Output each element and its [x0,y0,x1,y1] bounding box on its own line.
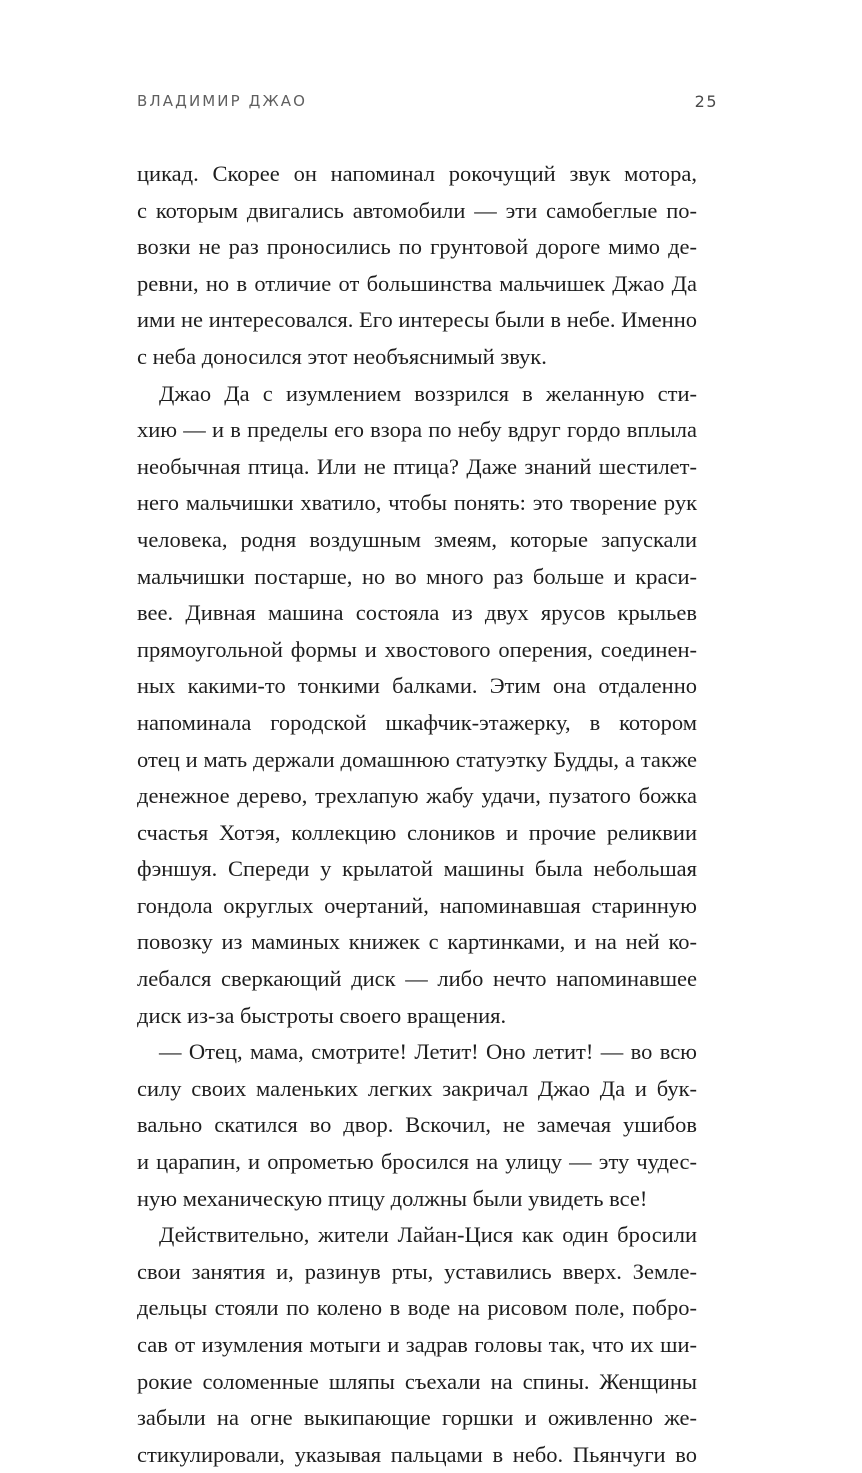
text-line: свои занятия и, разинув рты, уставились вверх. Земле- [137,1258,697,1284]
text-line: необычная птица. Или не птица? Даже знаний шестилет- [137,453,697,479]
text-line: цикад. Скорее он напоминал рокочущий звук мотора, [137,161,697,186]
text-line: вее. Дивная машина состояла из двух ярусов крыльев [137,600,697,626]
text-line: ных какими-то тонкими балками. Этим она отдаленно [137,673,697,699]
page-number: 25 [694,92,718,111]
text-line: ревни, но в отличие от большинства мальчишек Джао Да [137,270,697,296]
text-line: вально скатился во двор. Вскочил, не замечая ушибов [137,1112,697,1138]
text-line: повозку из маминых книжек с картинками, и на ней ко- [137,929,697,955]
text-line: Действительно, жители Лайан-Цися как один бросили [159,1222,697,1248]
text-line: лебался сверкающий диск — либо нечто напоминавшее [137,966,697,992]
text-line: Джао Да с изумлением воззрился в желанную сти- [159,380,697,406]
text-line: диск из-за быстроты своего вращения. [137,1002,507,1028]
text-line: ную механическую птицу должны были увидеть все! [137,1185,648,1211]
text-line: ими не интересовался. Его интересы были в небе. Именно [137,307,697,333]
text-line: гондола округлых очертаний, напоминавшая старинную [137,892,697,918]
text-line: с которым двигались автомобили — эти самобеглые по- [137,197,697,223]
text-line: напоминала городской шкафчик-этажерку, в котором [137,709,697,735]
text-line: отец и мать держали домашнюю статуэтку Будды, а также [137,746,697,772]
text-line: хию — и в пределы его взора по небу вдруг гордо вплыла [137,417,697,443]
text-line: сав от изумления мотыги и задрав головы так, что их ши- [137,1332,697,1357]
text-line: возки не раз проносились по грунтовой дороге мимо де- [137,234,697,260]
text-line: дельцы стояли по колено в воде на рисовом поле, побро- [137,1295,697,1321]
text-line: рокие соломенные шляпы съехали на спины. Женщины [137,1368,697,1394]
text-line: денежное дерево, трехлапую жабу удачи, пузатого божка [137,783,697,809]
text-line: прямоугольной формы и хвостового оперения, соединен- [137,636,697,662]
body-text [137,156,697,1473]
text-line: мальчишки постарше, но во много раз больше и краси- [137,563,697,589]
text-line: человека, родня воздушным змеям, которые запускали [137,526,697,552]
text-line: фэншуя. Спереди у крылатой машины была небольшая [137,856,697,882]
text-line: забыли на огне выкипающие горшки и оживленно же- [137,1405,697,1431]
running-head: ВЛАДИМИР ДЖАО [137,92,307,110]
text-line: и царапин, и опрометью бросился на улицу — эту чудес- [137,1149,697,1175]
text-line: с неба доносился этот необъяснимый звук. [137,343,547,369]
text-line: него мальчишки хватило, чтобы понять: это творение рук [137,490,697,516]
text-line: силу своих маленьких легких закричал Джао Да и бук- [137,1075,697,1101]
text-line: — Отец, мама, смотрите! Летит! Оно летит! — во всю [159,1039,697,1065]
text-line: стикулировали, указывая пальцами в небо. Пьянчуги во [137,1441,697,1467]
text-line: счастья Хотэя, коллекцию слоников и прочие реликвии [137,819,697,845]
